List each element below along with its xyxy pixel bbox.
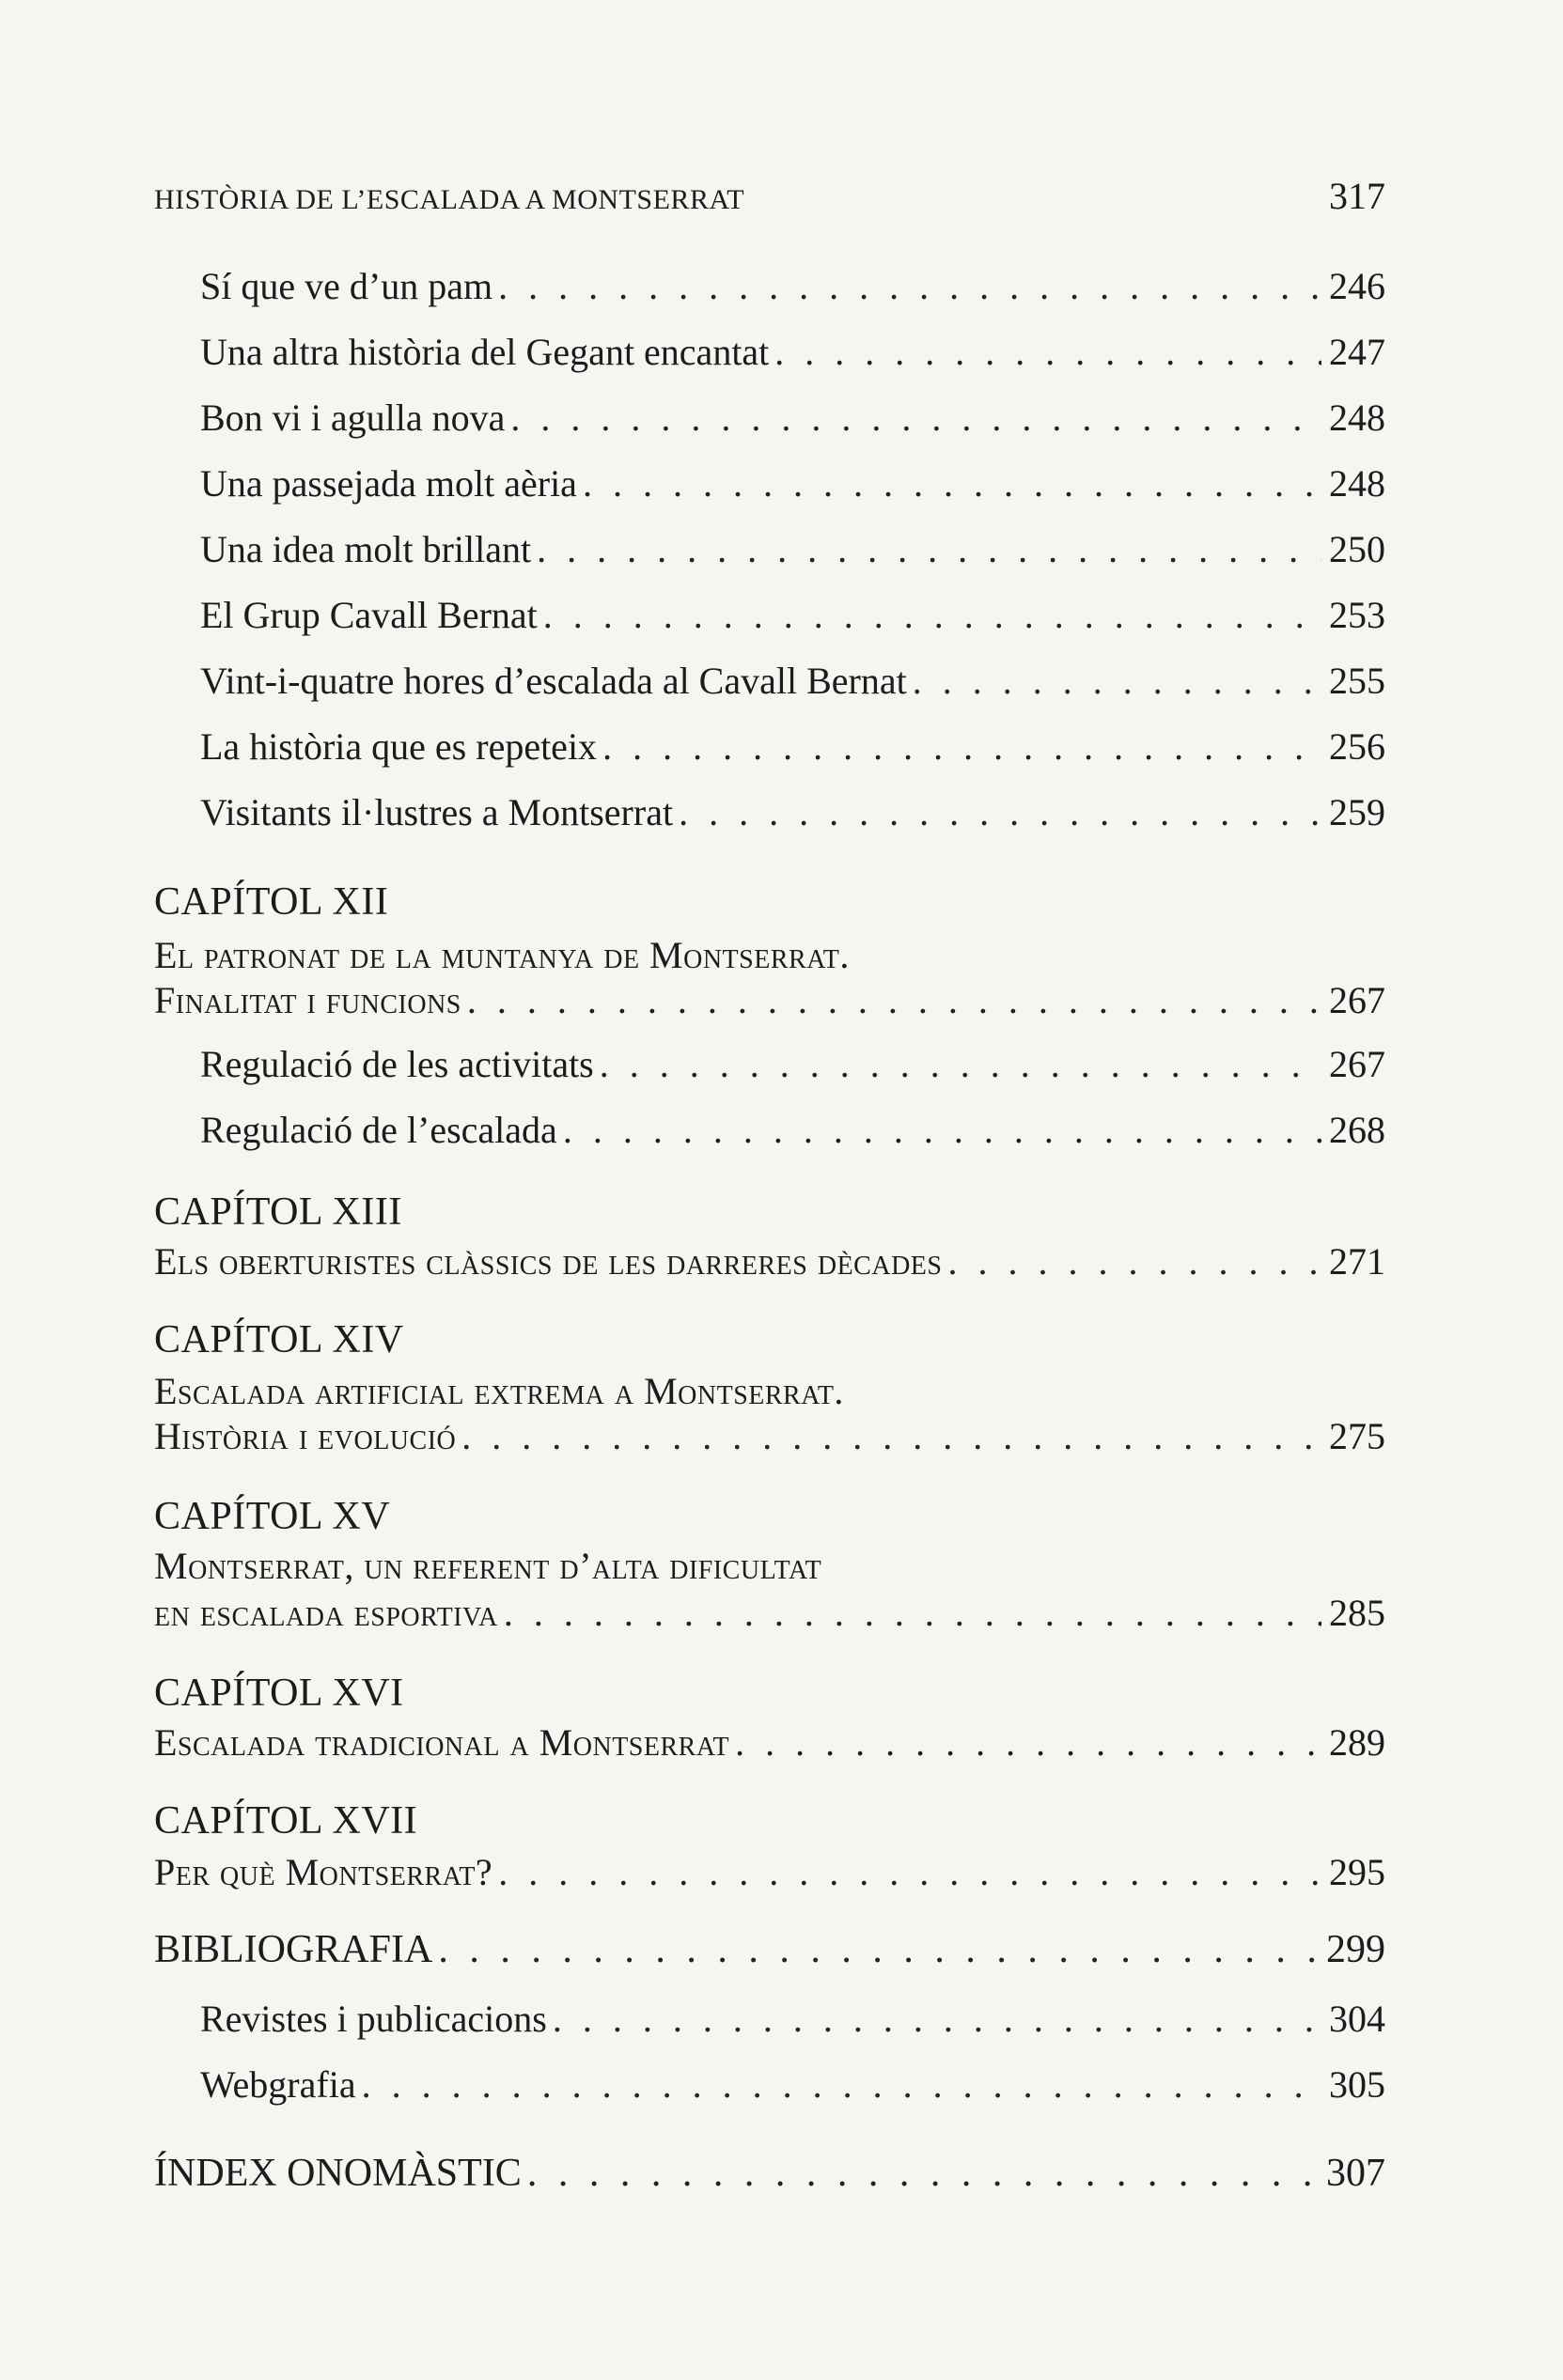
toc-entry[interactable] <box>200 592 1385 639</box>
toc-entry-page: 256 <box>1329 725 1385 768</box>
index-label: ÍNDEX ONOMÀSTIC <box>154 2152 522 2195</box>
chapter-xii-heading: CAPÍTOL XII <box>154 880 389 924</box>
toc-entry[interactable] <box>200 658 1385 705</box>
leader-dots <box>679 789 1321 836</box>
toc-entry-label: Una idea molt brillant <box>200 528 532 570</box>
toc-entry-page: 255 <box>1329 660 1385 702</box>
toc-entry-label: Una altra història del Gegant encantat <box>200 331 770 373</box>
toc-entry-page: 268 <box>1329 1109 1385 1151</box>
toc-entry[interactable] <box>200 723 1385 770</box>
toc-entry-label: Regulació de les activitats <box>200 1043 594 1085</box>
toc-entry-page: 259 <box>1329 791 1385 833</box>
chapter-xiv-heading: CAPÍTOL XIV <box>154 1318 404 1361</box>
leader-dots <box>600 1041 1321 1088</box>
toc-entry[interactable] <box>200 1041 1385 1088</box>
toc-entry-label: El Grup Cavall Bernat <box>200 594 538 636</box>
leader-dots <box>583 460 1321 507</box>
leader-dots <box>947 1238 1321 1285</box>
chapter-xv-entry[interactable] <box>154 1590 1385 1637</box>
leader-dots <box>438 1926 1319 1973</box>
toc-entry[interactable] <box>200 329 1385 376</box>
chapter-xvi-heading: CAPÍTOL XVI <box>154 1672 404 1715</box>
toc-entry[interactable] <box>200 2061 1385 2108</box>
leader-dots <box>461 1413 1321 1460</box>
toc-entry-page: 246 <box>1329 265 1385 307</box>
leader-dots <box>498 1849 1321 1896</box>
chapter-xiii-entry[interactable] <box>154 1238 1385 1285</box>
chapter-xvii-subtitle: Per què Montserrat? <box>154 1851 493 1893</box>
leader-dots <box>913 658 1321 705</box>
chapter-xiv-page: 275 <box>1329 1415 1385 1457</box>
toc-entry-label: Revistes i publicacions <box>200 1998 547 2040</box>
toc-entry-page: 248 <box>1329 397 1385 439</box>
leader-dots <box>553 1996 1321 2043</box>
leader-dots <box>362 2061 1321 2108</box>
chapter-xiv-entry[interactable] <box>154 1413 1385 1460</box>
chapter-xii-entry[interactable] <box>154 977 1385 1024</box>
chapter-xvii-entry[interactable] <box>154 1849 1385 1896</box>
leader-dots <box>498 263 1321 310</box>
toc-entry-label: Regulació de l’escalada <box>200 1109 557 1151</box>
toc-entry-page: 250 <box>1329 528 1385 570</box>
toc-entry[interactable] <box>200 395 1385 442</box>
chapter-xvii-page: 295 <box>1329 1851 1385 1893</box>
toc-entry-label: Visitants il·lustres a Montserrat <box>200 791 674 833</box>
leader-dots <box>735 1719 1321 1766</box>
toc-entry-label: Una passejada molt aèria <box>200 462 577 505</box>
toc-entry-label: Sí que ve d’un pam <box>200 265 493 307</box>
chapter-xv-page: 285 <box>1329 1592 1385 1634</box>
toc-entry-label: Webgrafia <box>200 2063 356 2106</box>
toc-entry[interactable] <box>200 789 1385 836</box>
chapter-xii-subtitle-line2: Finalitat i funcions <box>154 979 461 1021</box>
chapter-xii-page: 267 <box>1329 979 1385 1021</box>
toc-entry-page: 247 <box>1329 331 1385 373</box>
bibliography-page: 299 <box>1326 1928 1385 1971</box>
toc-entry-page: 253 <box>1329 594 1385 636</box>
chapter-xv-subtitle-line2: en escalada esportiva <box>154 1592 498 1634</box>
leader-dots <box>543 592 1321 639</box>
toc-entry-page: 304 <box>1329 1998 1385 2040</box>
leader-dots <box>602 723 1321 770</box>
index-page: 307 <box>1326 2152 1385 2195</box>
bibliography-label: BIBLIOGRAFIA <box>154 1928 433 1971</box>
chapter-xvi-entry[interactable] <box>154 1719 1385 1766</box>
chapter-xv-heading: CAPÍTOL XV <box>154 1495 391 1538</box>
toc-entry-page: 248 <box>1329 462 1385 505</box>
toc-entry[interactable] <box>200 460 1385 507</box>
chapter-xiv-subtitle: Escalada artificial extrema a Montserrat. <box>154 1370 844 1412</box>
chapter-xii-subtitle: El patronat de la muntanya de Montserrat. <box>154 934 850 976</box>
toc-entry-page: 305 <box>1329 2063 1385 2106</box>
index-entry[interactable] <box>154 2150 1385 2197</box>
toc-entry-label: Vint-i-quatre hores d’escalada al Cavall Bernat <box>200 660 907 702</box>
leader-dots <box>563 1107 1321 1154</box>
chapter-xv-subtitle: Montserrat, un referent d’alta dificultat <box>154 1545 822 1587</box>
toc-entry-label: La història que es repeteix <box>200 725 598 768</box>
chapter-xiii-heading: CAPÍTOL XIII <box>154 1190 402 1234</box>
toc-entry[interactable] <box>200 263 1385 310</box>
chapter-xvi-subtitle: Escalada tradicional a Montserrat <box>154 1721 730 1764</box>
chapter-xiii-page: 271 <box>1329 1240 1385 1283</box>
bibliography-entry[interactable] <box>154 1926 1385 1973</box>
leader-dots <box>774 329 1321 376</box>
toc-entry-label: Bon vi i agulla nova <box>200 397 506 439</box>
chapter-xiii-subtitle: Els oberturistes clàssics de les darreres dècades <box>154 1240 943 1283</box>
toc-entry[interactable] <box>200 526 1385 573</box>
page-number: 317 <box>1329 175 1385 217</box>
leader-dots <box>467 977 1321 1024</box>
toc-entry[interactable] <box>200 1996 1385 2043</box>
leader-dots <box>510 395 1321 442</box>
chapter-xiv-subtitle-line2: Història i evolució <box>154 1415 457 1457</box>
chapter-xvi-page: 289 <box>1329 1721 1385 1764</box>
leader-dots <box>537 526 1321 573</box>
chapter-xvii-heading: CAPÍTOL XVII <box>154 1799 418 1843</box>
toc-entry[interactable] <box>200 1107 1385 1154</box>
leader-dots <box>504 1590 1321 1637</box>
running-head <box>154 174 1385 218</box>
leader-dots <box>527 2150 1319 2197</box>
toc-entry-page: 267 <box>1329 1043 1385 1085</box>
running-title: HISTÒRIA DE L’ESCALADA A MONTSERRAT <box>154 184 745 215</box>
